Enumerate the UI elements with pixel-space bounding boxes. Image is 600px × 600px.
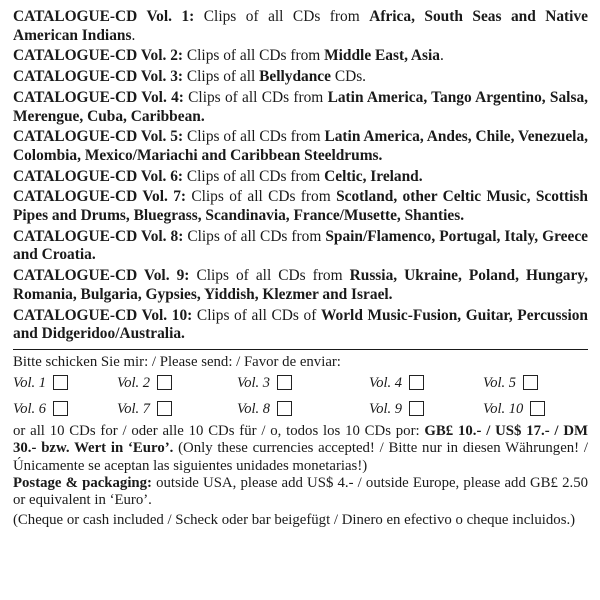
offer-price: GB£ 10.- / US$ 17.- / DM 30.- bzw. Wert in ‘Euro’.: [13, 422, 588, 457]
volume-option-3: [237, 373, 292, 393]
volume-option-9: [369, 399, 424, 419]
volume-label: Vol. 10: [483, 400, 524, 417]
entry-text: Clips of all CDs from: [183, 227, 326, 245]
volume-label: Vol. 6: [13, 400, 47, 417]
catalogue-label: CATALOGUE-CD Vol. 5:: [13, 128, 184, 146]
currency-note: (Only these currencies accepted! / Bitte nur in diesen Währungen! / Únicamente se aceptan las siguientes unidades monetarias!): [13, 440, 588, 474]
volume-2-checkbox[interactable]: [157, 375, 172, 390]
volume-3-checkbox[interactable]: [277, 375, 292, 390]
volume-6-checkbox[interactable]: [53, 401, 68, 416]
catalogue-regions: Middle East, Asia: [324, 47, 440, 65]
catalogue-entry-vol-10: [13, 307, 588, 344]
volume-label: Vol. 4: [369, 374, 403, 391]
volume-option-4: [369, 373, 424, 393]
volume-option-7: [117, 399, 172, 419]
entry-text: Clips of all CDs from: [183, 128, 325, 146]
catalogue-entry-vol-9: [13, 267, 588, 304]
offer-text: or all 10 CDs for / oder alle 10 CDs für / o, todos los 10 CDs por:: [13, 422, 425, 439]
catalogue-regions: World Music-Fusion, Guitar, Percussion and Didgeridoo/Australia.: [13, 306, 588, 343]
volume-label: Vol. 7: [117, 400, 151, 417]
catalogue-entry-vol-4: [13, 89, 588, 126]
catalogue-regions: Celtic, Ireland.: [324, 167, 423, 185]
catalogue-entry-vol-3: [13, 68, 588, 87]
entry-text: Clips of all CDs from: [183, 88, 328, 106]
volume-4-checkbox[interactable]: [409, 375, 424, 390]
volume-label: Vol. 9: [369, 400, 403, 417]
volume-row-2: [13, 397, 588, 423]
volume-9-checkbox[interactable]: [409, 401, 424, 416]
catalogue-regions: Africa, South Seas and Native American Indians: [13, 8, 588, 44]
all-cds-offer: [13, 423, 588, 475]
entry-text: Clips of all CDs from: [189, 267, 350, 285]
postage-text: outside USA, please add US$ 4.- / outside Europe, please add GB£ 2.50 or equivalent in ‘Euro’.: [13, 475, 588, 509]
catalogue-label: CATALOGUE-CD Vol. 10:: [13, 306, 193, 324]
catalogue-label: CATALOGUE-CD Vol. 7:: [13, 188, 187, 206]
catalogue-regions: Bellydance: [259, 68, 331, 86]
catalogue-regions: Latin America, Tango Argentino, Salsa, Merengue, Cuba, Caribbean.: [13, 88, 588, 125]
catalogue-entry-vol-6: [13, 168, 588, 187]
entry-text: Clips of all CDs from: [183, 167, 325, 185]
volume-label: Vol. 5: [483, 374, 517, 391]
catalogue-entry-vol-5: [13, 128, 588, 165]
catalogue-label: CATALOGUE-CD Vol. 2:: [13, 47, 184, 65]
order-form: [13, 353, 588, 529]
postage-info: [13, 475, 588, 510]
volume-1-checkbox[interactable]: [53, 375, 68, 390]
volume-8-checkbox[interactable]: [277, 401, 292, 416]
catalogue-label: CATALOGUE-CD Vol. 1:: [13, 8, 195, 25]
volume-option-6: [13, 399, 68, 419]
entry-end: .: [440, 47, 444, 65]
catalogue-list: [13, 8, 588, 344]
volume-10-checkbox[interactable]: [530, 401, 545, 416]
volume-option-2: [117, 373, 172, 393]
volume-label: Vol. 3: [237, 374, 271, 391]
catalogue-entry-vol-7: [13, 188, 588, 225]
catalogue-regions: Latin America, Andes, Chile, Venezuela, Colombia, Mexico/Mariachi and Caribbean Steeldrums.: [13, 128, 588, 164]
entry-end: CDs.: [330, 68, 367, 86]
volume-label: Vol. 1: [13, 374, 47, 391]
volume-option-1: [13, 373, 68, 393]
entry-end: .: [131, 26, 136, 44]
volume-7-checkbox[interactable]: [157, 401, 172, 416]
volume-option-8: [237, 399, 292, 419]
volume-label: Vol. 8: [237, 400, 271, 417]
entry-text: Clips of all CDs from: [186, 188, 337, 206]
order-form-intro: Bitte schicken Sie mir: / Please send: / Favor de enviar:: [13, 353, 341, 370]
volume-label: Vol. 2: [117, 374, 151, 391]
entry-text: Clips of all CDs of: [192, 306, 321, 324]
catalogue-label: CATALOGUE-CD Vol. 6:: [13, 167, 184, 185]
postage-label: Postage & packaging:: [13, 475, 152, 491]
catalogue-label: CATALOGUE-CD Vol. 3:: [13, 68, 184, 86]
catalogue-label: CATALOGUE-CD Vol. 4:: [13, 88, 184, 106]
payment-note: (Cheque or cash included / Scheck oder bar beigefügt / Dinero en efectivo o cheque incluidos.): [13, 511, 576, 528]
catalogue-entry-vol-2: [13, 47, 588, 66]
entry-text: Clips of all CDs from: [194, 8, 370, 25]
catalogue-entry-vol-8: [13, 228, 588, 265]
volume-option-5: [483, 373, 538, 393]
catalogue-regions: Russia, Ukraine, Poland, Hungary, Romania, Bulgaria, Gypsies, Yiddish, Klezmer and Israel.: [13, 267, 588, 303]
catalogue-regions: Spain/Flamenco, Portugal, Italy, Greece and Croatia.: [13, 227, 588, 264]
catalogue-label: CATALOGUE-CD Vol. 8:: [13, 227, 184, 245]
catalogue-entry-vol-1: [13, 8, 588, 45]
volume-option-10: [483, 399, 545, 419]
catalogue-regions: Scotland, other Celtic Music, Scottish Pipes and Drums, Bluegrass, Scandinavia, France/Musette, Shanties.: [13, 188, 588, 225]
volume-row-1: [13, 371, 588, 397]
entry-text: Clips of all: [183, 68, 260, 86]
volume-5-checkbox[interactable]: [523, 375, 538, 390]
entry-text: Clips of all CDs from: [183, 47, 325, 65]
catalogue-label: CATALOGUE-CD Vol. 9:: [13, 267, 190, 285]
divider-line: [13, 349, 588, 350]
